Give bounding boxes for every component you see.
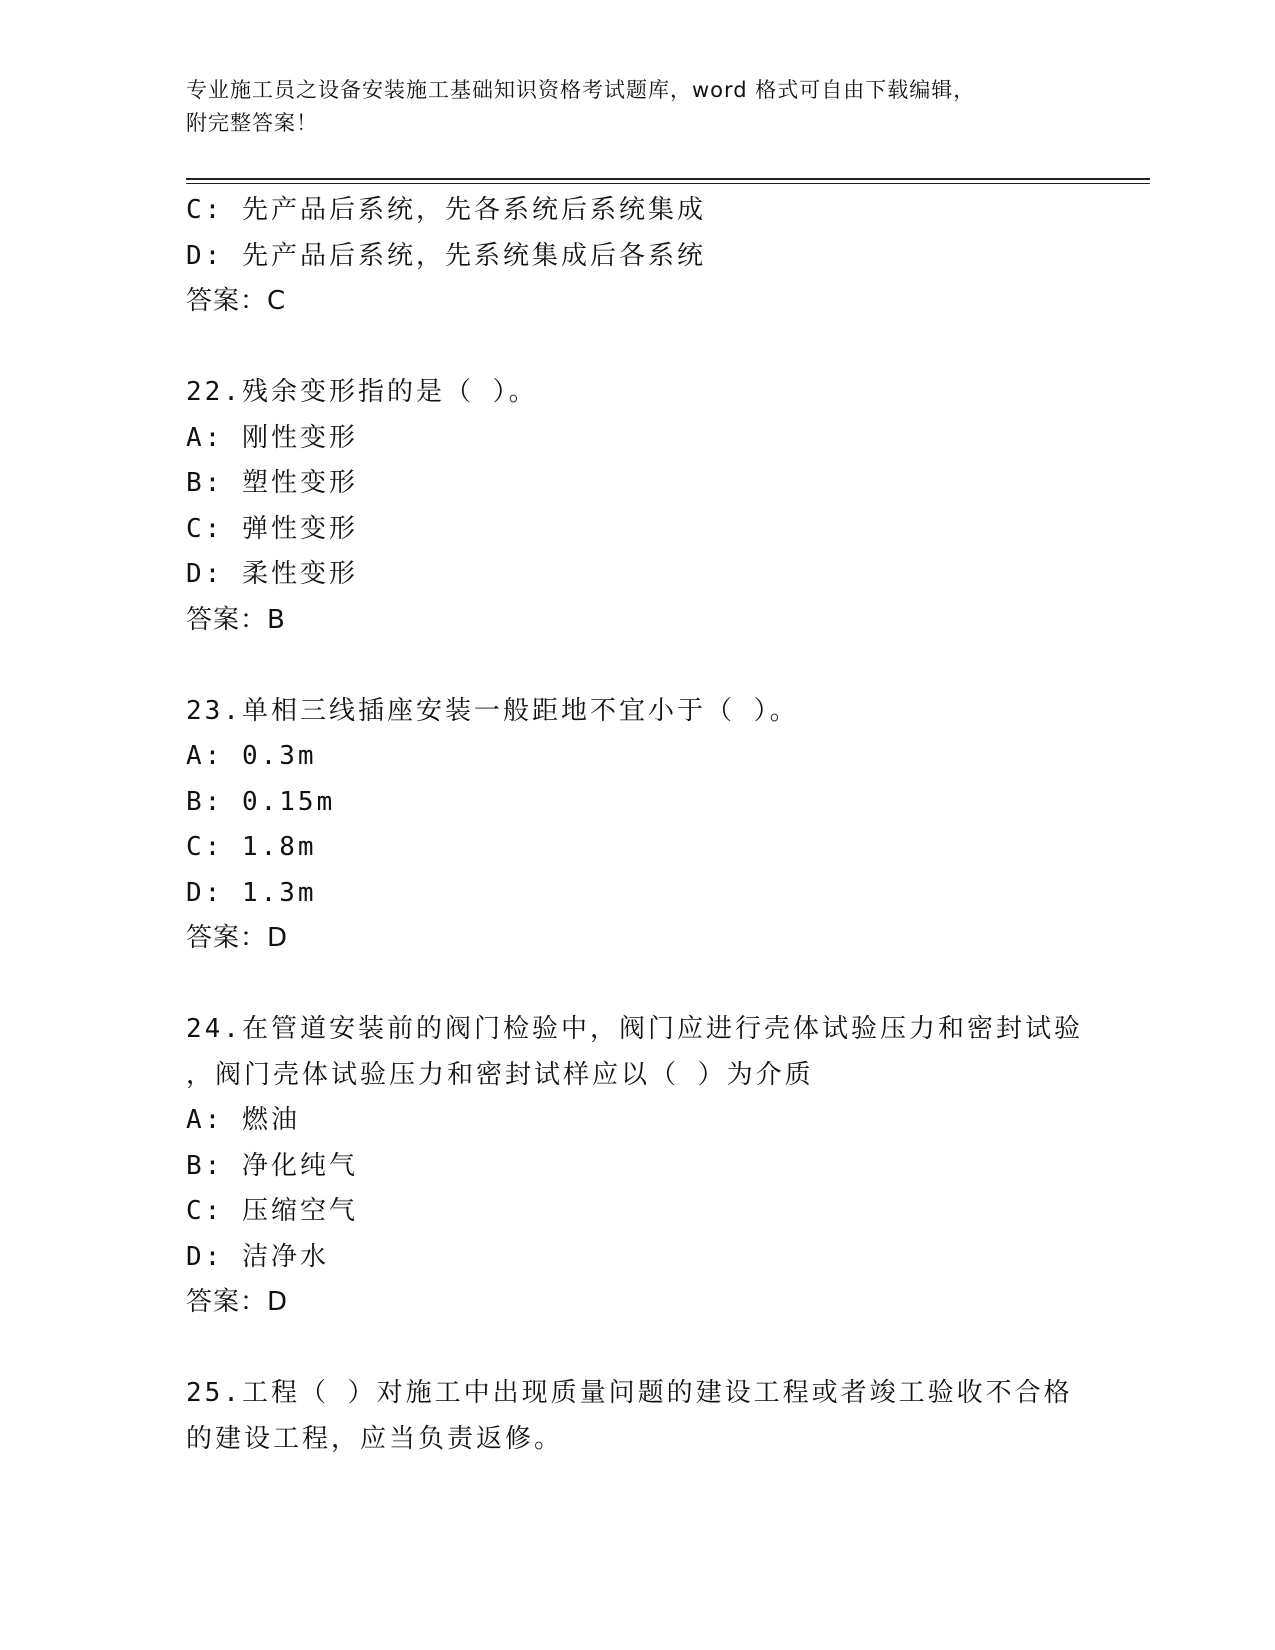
- option-b: B: 净化纯气: [186, 1150, 358, 1181]
- option-d: D: 1.3m: [186, 877, 317, 908]
- document-header: [186, 74, 1066, 140]
- question-stem-line-2: ，阀门壳体试验压力和密封试样应以（ ）为介质: [186, 1059, 814, 1090]
- question-stem-line-1: 25.工程（ ）对施工中出现质量问题的建设工程或者竣工验收不合格: [186, 1378, 1073, 1408]
- question-stem-line-1: 24.在管道安装前的阀门检验中，阀门应进行壳体试验压力和密封试验: [186, 1014, 1083, 1044]
- option-b: B: 0.15m: [186, 786, 336, 817]
- option-c: C: 弹性变形: [186, 513, 358, 544]
- question-24: [186, 1007, 1086, 1326]
- option-b: B: 塑性变形: [186, 468, 358, 498]
- question-23: [186, 689, 1086, 962]
- header-line-1: 专业施工员之设备安装施工基础知识资格考试题库，word 格式可自由下载编辑，: [186, 78, 976, 102]
- question-list: [186, 188, 1086, 1462]
- option-d: D: 先产品后系统，先系统集成后各系统: [186, 240, 706, 271]
- option-c: C: 先产品后系统，先各系统后系统集成: [186, 195, 706, 225]
- answer: 答案：C: [186, 286, 287, 316]
- question-stem: 22.残余变形指的是（ ）。: [186, 377, 538, 407]
- option-a: A: 刚性变形: [186, 422, 358, 453]
- answer: 答案：B: [186, 604, 286, 635]
- option-c: C: 压缩空气: [186, 1196, 358, 1226]
- question-21-tail: [186, 188, 1086, 325]
- header-divider-thick: [186, 178, 1150, 180]
- answer: 答案：D: [186, 923, 289, 953]
- option-d: D: 柔性变形: [186, 559, 358, 589]
- option-d: D: 洁净水: [186, 1241, 329, 1272]
- question-stem: 23.单相三线插座安装一般距地不宜小于（ ）。: [186, 695, 799, 726]
- question-25: [186, 1371, 1086, 1462]
- spacer: [186, 1326, 1086, 1372]
- header-divider-thin: [186, 183, 1150, 184]
- spacer: [186, 643, 1086, 689]
- answer: 答案：D: [186, 1287, 289, 1317]
- option-a: A: 燃油: [186, 1105, 300, 1135]
- spacer: [186, 962, 1086, 1008]
- question-stem-line-2: 的建设工程，应当负责返修。: [186, 1423, 564, 1454]
- spacer: [186, 325, 1086, 371]
- question-22: [186, 370, 1086, 643]
- option-a: A: 0.3m: [186, 741, 317, 771]
- header-line-2: 附完整答案！: [186, 111, 318, 135]
- option-c: C: 1.8m: [186, 832, 317, 862]
